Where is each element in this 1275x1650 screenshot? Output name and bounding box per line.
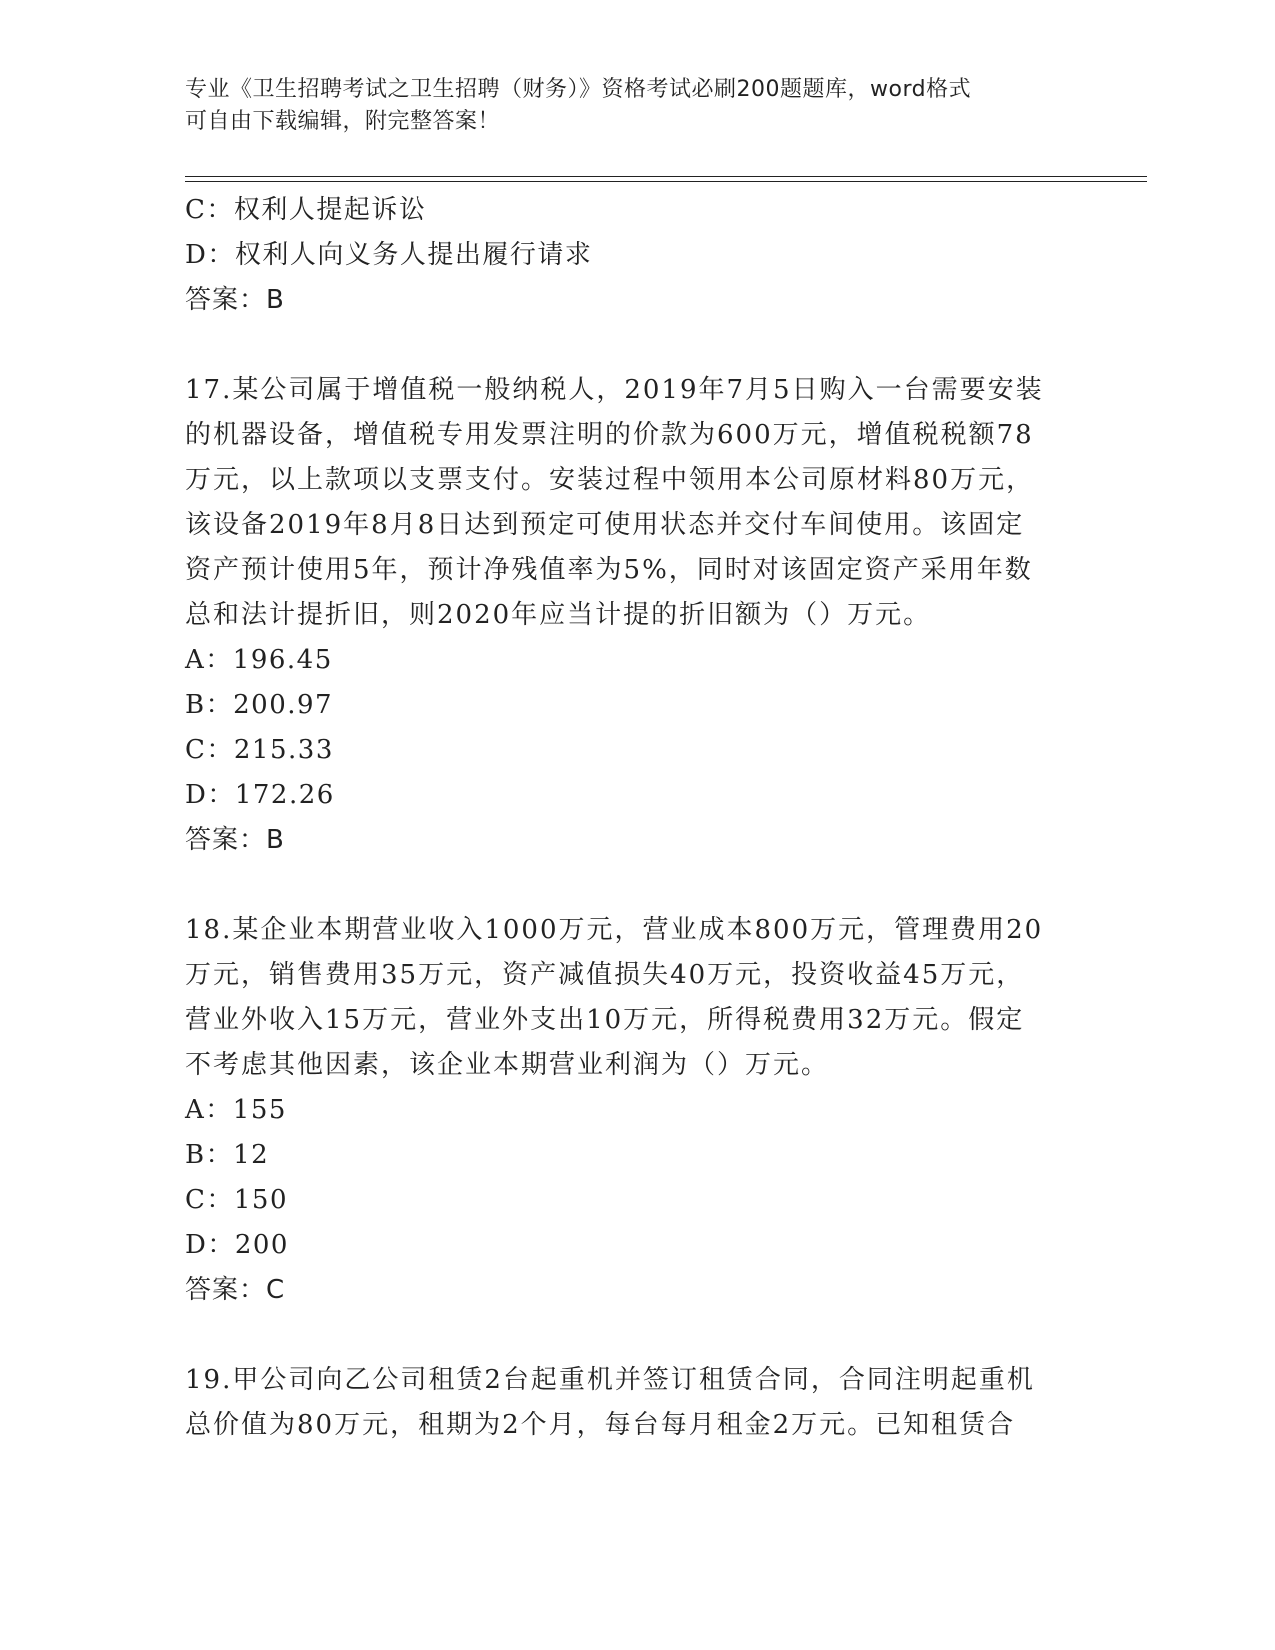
- question-stem: [185, 908, 1085, 1088]
- prev-question-tail: [185, 188, 1085, 323]
- stem-line: 万元，以上款项以支票支付。安装过程中领用本公司原材料80万元，: [185, 465, 1035, 495]
- stem-line: 资产预计使用5年，预计净残值率为5%，同时对该固定资产采用年数: [185, 555, 1033, 585]
- option-a: A：155: [185, 1095, 287, 1125]
- option-c: C：215.33: [185, 735, 334, 765]
- answer-line: 答案：B: [185, 825, 285, 855]
- stem-line: 该设备2019年8月8日达到预定可使用状态并交付车间使用。该固定: [185, 510, 1025, 540]
- question-18: [185, 908, 1085, 1313]
- option-a: A：196.45: [185, 645, 333, 675]
- stem-line: 万元，销售费用35万元，资产减值损失40万元，投资收益45万元，: [185, 960, 1025, 990]
- stem-line: 17.某公司属于增值税一般纳税人，2019年7月5日购入一台需要安装: [185, 375, 1044, 405]
- question-stem: [185, 368, 1085, 638]
- document-header: [185, 74, 1065, 138]
- option-d: D：172.26: [185, 780, 335, 810]
- option-b: B：200.97: [185, 690, 334, 720]
- option-d: D：200: [185, 1230, 289, 1260]
- stem-line: 的机器设备，增值税专用发票注明的价款为600万元，增值税税额78: [185, 420, 1034, 450]
- question-19: [185, 1358, 1085, 1448]
- stem-line: 19.甲公司向乙公司租赁2台起重机并签订租赁合同，合同注明起重机: [185, 1365, 1035, 1395]
- question-17: [185, 368, 1085, 863]
- option-b: B：12: [185, 1140, 270, 1170]
- document-body: [185, 188, 1085, 1448]
- stem-line: 总价值为80万元，租期为2个月，每台每月租金2万元。已知租赁合: [185, 1410, 1016, 1440]
- stem-line: 总和法计提折旧，则2020年应当计提的折旧额为（）万元。: [185, 600, 932, 630]
- question-stem: [185, 1358, 1085, 1448]
- option-c: C：权利人提起诉讼: [185, 195, 427, 225]
- stem-line: 营业外收入15万元，营业外支出10万元，所得税费用32万元。假定: [185, 1005, 1025, 1035]
- option-c: C：150: [185, 1185, 289, 1215]
- stem-line: 18.某企业本期营业收入1000万元，营业成本800万元，管理费用20: [185, 915, 1044, 945]
- header-rule-top: [185, 176, 1147, 177]
- header-line-2: 可自由下载编辑，附完整答案！: [185, 109, 501, 134]
- stem-line: 不考虑其他因素，该企业本期营业利润为（）万元。: [185, 1050, 830, 1080]
- answer-line: 答案：B: [185, 285, 285, 315]
- option-d: D：权利人向义务人提出履行请求: [185, 240, 593, 270]
- answer-line: 答案：C: [185, 1275, 286, 1305]
- header-rule-bottom: [185, 181, 1147, 182]
- header-line-1: 专业《卫生招聘考试之卫生招聘（财务）》资格考试必刷200题题库，word格式: [185, 77, 972, 102]
